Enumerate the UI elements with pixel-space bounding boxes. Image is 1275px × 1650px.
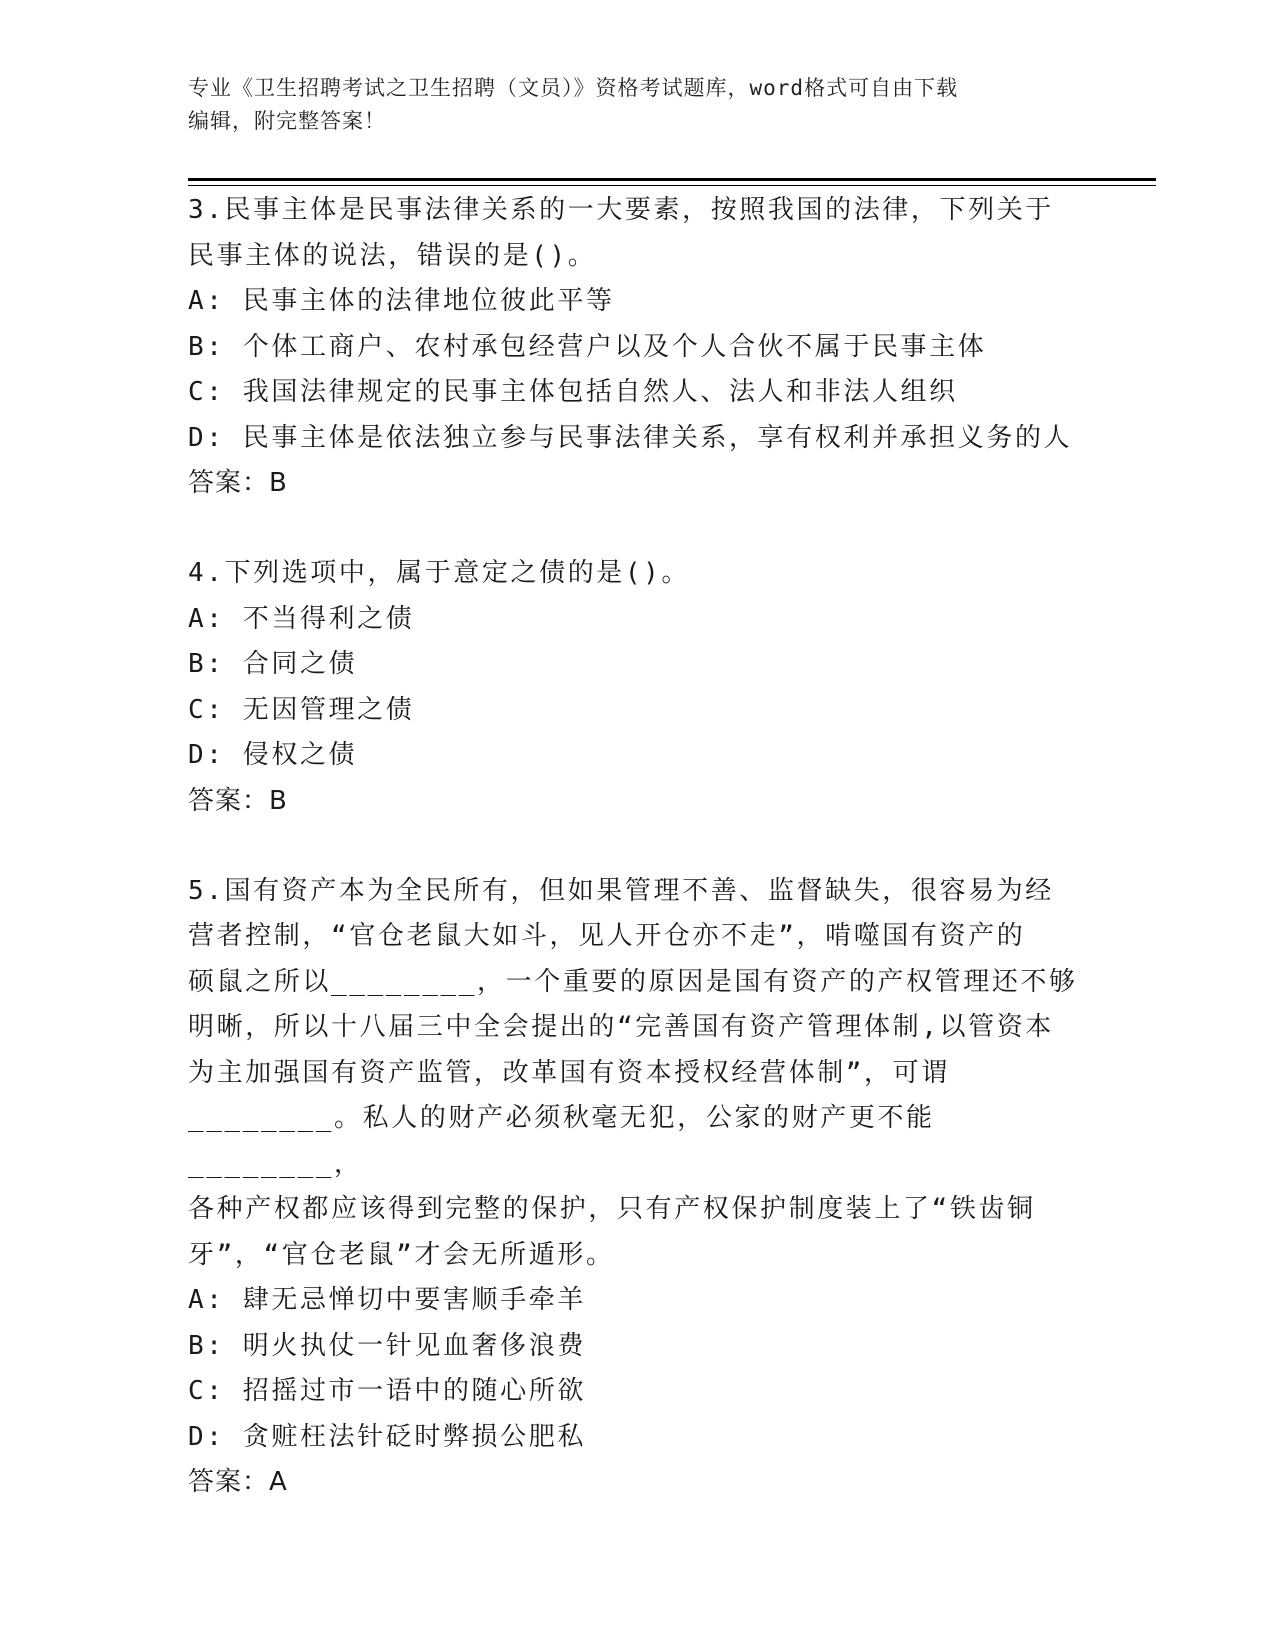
answer-line: 答案：A bbox=[188, 1467, 288, 1497]
header-line-1: 专业《卫生招聘考试之卫生招聘（文员）》资格考试题库，word格式可自由下载 bbox=[188, 76, 959, 100]
question-stem-line: 各种产权都应该得到完整的保护，只有产权保护制度装上了“铁齿铜 bbox=[188, 1194, 1036, 1224]
question-stem-line: 3.民事主体是民事法律关系的一大要素，按照我国的法律，下列关于 bbox=[188, 195, 1054, 225]
question-spacer bbox=[188, 824, 1088, 869]
answer-line: 答案：B bbox=[188, 468, 288, 498]
document-header bbox=[188, 72, 1088, 138]
option-c: C: 招摇过市一语中的随心所欲 bbox=[188, 1376, 586, 1406]
header-divider-thin bbox=[188, 185, 1156, 186]
question-spacer bbox=[188, 506, 1088, 551]
question-3 bbox=[188, 188, 1088, 506]
question-stem-line: 明晰，所以十八届三中全会提出的“完善国有资产管理体制,以管资本 bbox=[188, 1012, 1054, 1042]
question-stem-line: 5.国有资产本为全民所有，但如果管理不善、监督缺失，很容易为经 bbox=[188, 875, 1054, 906]
question-5 bbox=[188, 869, 1088, 1506]
question-stem-line: 为主加强国有资产监管，改革国有资本授权经营体制”，可谓 bbox=[188, 1057, 950, 1088]
question-4 bbox=[188, 551, 1088, 824]
question-stem-line: ________。私人的财产必须秋毫无犯，公家的财产更不能________， bbox=[188, 1103, 935, 1179]
option-a: A: 不当得利之债 bbox=[188, 603, 415, 634]
question-stem-line: 牙”，“官仓老鼠”才会无所遁形。 bbox=[188, 1239, 615, 1270]
option-c: C: 无因管理之债 bbox=[188, 694, 415, 725]
answer-line: 答案：B bbox=[188, 785, 288, 816]
option-a: A: 肆无忌惮切中要害顺手牵羊 bbox=[188, 1285, 586, 1315]
option-d: D: 贪赃枉法针砭时弊损公肥私 bbox=[188, 1421, 586, 1452]
option-b: B: 个体工商户、农村承包经营户以及个人合伙不属于民事主体 bbox=[188, 331, 987, 362]
header-divider-thick bbox=[188, 178, 1156, 181]
question-stem-line: 营者控制，“官仓老鼠大如斗，见人开仓亦不走”，啃噬国有资产的 bbox=[188, 921, 1026, 951]
option-b: B: 明火执仗一针见血奢侈浪费 bbox=[188, 1330, 586, 1361]
option-d: D: 侵权之债 bbox=[188, 740, 358, 770]
question-stem-line: 民事主体的说法，错误的是()。 bbox=[188, 240, 597, 271]
option-d: D: 民事主体是依法独立参与民事法律关系，享有权利并承担义务的人 bbox=[188, 422, 1073, 453]
option-c: C: 我国法律规定的民事主体包括自然人、法人和非法人组织 bbox=[188, 377, 958, 407]
option-b: B: 合同之债 bbox=[188, 649, 358, 679]
question-list bbox=[188, 188, 1088, 1505]
header-line-2: 编辑，附完整答案！ bbox=[188, 109, 386, 133]
question-stem-line: 硕鼠之所以________，一个重要的原因是国有资产的产权管理还不够 bbox=[188, 966, 1078, 997]
question-stem-line: 4.下列选项中，属于意定之债的是()。 bbox=[188, 558, 691, 588]
option-a: A: 民事主体的法律地位彼此平等 bbox=[188, 286, 615, 316]
